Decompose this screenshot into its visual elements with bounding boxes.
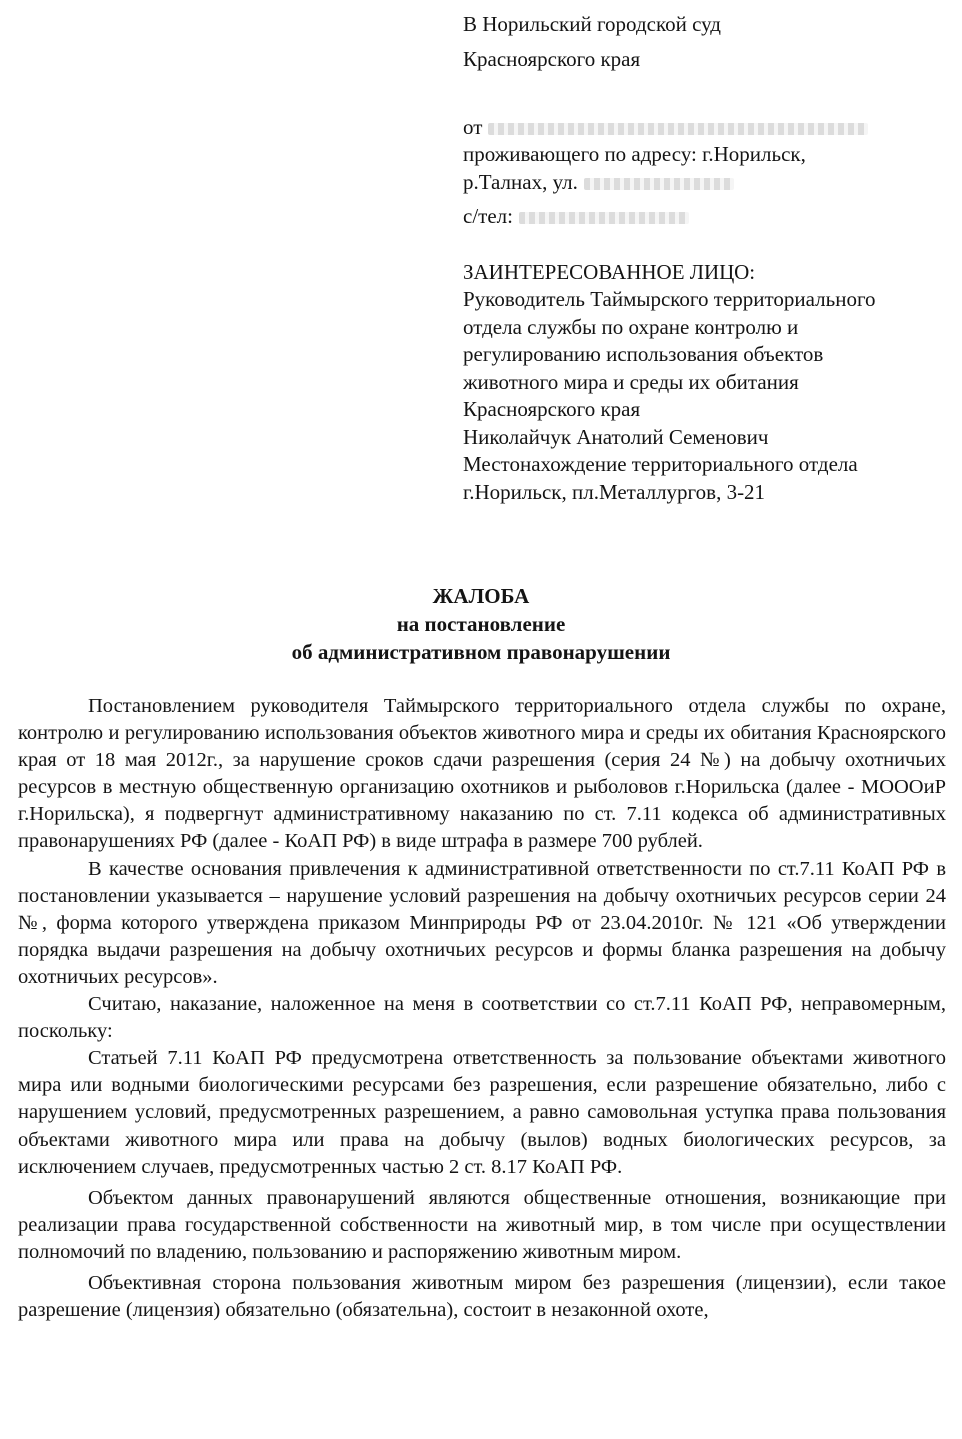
interested-party-line: Красноярского края — [463, 397, 641, 421]
applicant-from — [463, 115, 868, 139]
interested-party-line: г.Норильск, пл.Металлургов, 3-21 — [463, 480, 766, 504]
body-paragraph: Объективная сторона пользования животным миром без разрешения (лицензии), если такое разрешение (лицензия) обязательно (обязательна), состоит в незаконной охоте, — [18, 1271, 946, 1322]
redacted-phone-block — [519, 212, 689, 224]
document-subtitle: на постановление — [396, 612, 566, 636]
interested-party-line: отдела службы по охране контролю и — [463, 315, 799, 339]
document-title: ЖАЛОБА — [432, 584, 530, 608]
redacted-street-block — [584, 178, 734, 190]
interested-party-line: Местонахождение территориального отдела — [463, 452, 858, 476]
applicant-street-text: р.Талнах, ул. — [463, 170, 578, 194]
body-paragraph: В качестве основания привлечения к административной ответственности по ст.7.11 КоАП РФ в постановлении указывается – нарушение условий разрешения на добычу охотничьих ресурсов серии 24 №, форма которого утверждена приказом Минприроды РФ от 23.04.2010г. № 121 «Об утверждении порядка выдачи разрешения на добычу охотничьих ресурсов и формы бланка разрешения на добычу охотничьих ресурсов». — [18, 857, 946, 988]
body-paragraph: Объектом данных правонарушений являются общественные отношения, возникающие при реализации права государственной собственности на животный мир, в том числе при осуществлении полномочий по владению, пользованию и распоряжению животным миром. — [18, 1186, 946, 1263]
interested-party-line: Николайчук Анатолий Семенович — [463, 425, 769, 449]
interested-party-heading: ЗАИНТЕРЕСОВАННОЕ ЛИЦО: — [463, 260, 756, 284]
body-paragraph: Считаю, наказание, наложенное на меня в соответствии со ст.7.11 КоАП РФ, неправомерным, поскольку: — [18, 993, 946, 1043]
applicant-address-street — [463, 170, 734, 194]
redacted-name-block — [488, 123, 868, 135]
recipient-court: В Норильский городской суд — [463, 12, 721, 36]
interested-party-line: регулированию использования объектов — [463, 342, 824, 366]
interested-party-line: Руководитель Таймырского территориального — [463, 287, 876, 311]
body-paragraph: Постановлением руководителя Таймырского территориального отдела службы по охране, контролю и регулированию использования объектов животного мира и среды их обитания Красноярского края от 18 мая 2012г., за нарушение сроков сдачи разрешения (серия 24 №) на добычу охотничьих ресурсов в местную общественную организацию охотников и рыболовов г.Норильска (далее - МОООиР г.Норильска), я подвергнут административному наказанию по ст. 7.11 кодекса об административных правонарушениях РФ (далее - КоАП РФ) в виде штрафа в размере 700 рублей. — [18, 695, 946, 853]
applicant-phone-label: с/тел: — [463, 204, 513, 228]
document-body — [18, 693, 946, 1324]
interested-party-line: животного мира и среды их обитания — [463, 370, 799, 394]
recipient-region: Красноярского края — [463, 47, 641, 71]
applicant-from-prefix: от — [463, 115, 483, 139]
body-paragraph: Статьей 7.11 КоАП РФ предусмотрена ответственность за пользование объектами животного мира или водными биологическими ресурсами без разрешения, если разрешение обязательно, либо с нарушением условий, предусмотренных разрешением, а равно самовольная уступка права пользования объектами животного мира или права на добычу (вылов) водных биологических ресурсов, за исключением случаев, предусмотренных частью 2 ст. 8.17 КоАП РФ. — [18, 1047, 946, 1178]
applicant-phone — [463, 204, 689, 228]
document-subtitle-2: об административном правонарушении — [291, 640, 671, 664]
applicant-address-label: проживающего по адресу: г.Норильск, — [463, 142, 806, 166]
